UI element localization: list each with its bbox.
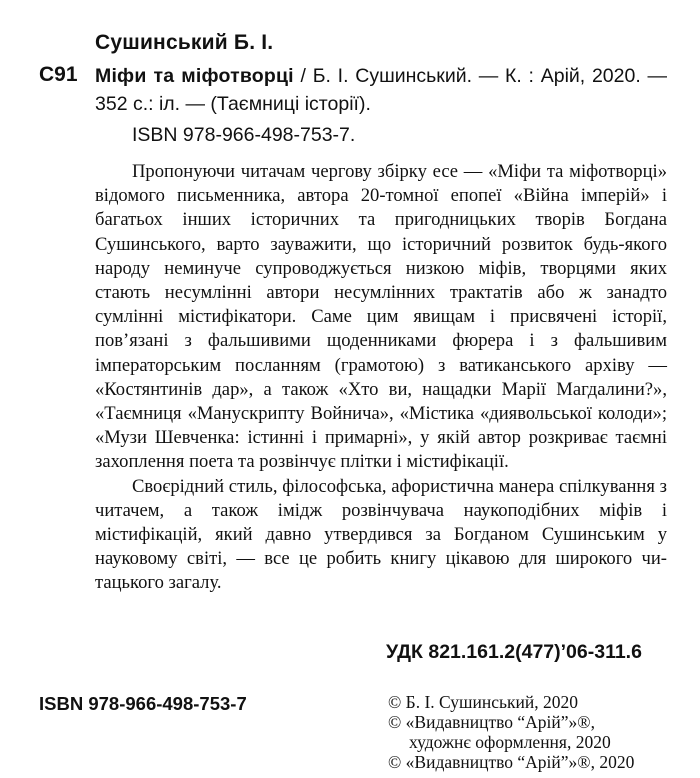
- copyright-block: [388, 692, 688, 772]
- isbn-bottom: ISBN 978-966-498-753-7: [39, 693, 247, 714]
- copyright-line-design: художнє оформлення, 2020: [409, 732, 611, 752]
- copyright-line-publisher-design: © «Видавництво “Арій”»®,: [388, 712, 595, 732]
- library-code: С91: [39, 63, 78, 86]
- copyright-line-publisher: © «Видавництво “Арій”»®, 2020: [388, 752, 635, 772]
- book-title: Міфи та міфотворці: [95, 65, 294, 87]
- copyright-line-author: © Б. І. Сушинський, 2020: [388, 692, 578, 712]
- bibliographic-details: / Б. І. Сушинський. — К. : Арій, 2020. — 352 с.: іл. — (Таємниці історії).: [95, 65, 668, 115]
- udk-code: УДК 821.161.2(477)’06-311.6: [386, 641, 642, 663]
- annotation-paragraph-1: Пропонуючи читачам чергову збірку есе — «Міфи та міфотворці» відомого письменника, автора 20-томної епопеї «Війна імперій» і багатьох інших історичних та пригодницьких творів Богдана Сушинського, варто зауважити, що історичний розвиток будь-якого народу неминуче супроводжується низкою міфів, творцями яких стають несумлінні автори несумлінних трактатів або ж занадто сумлінні містифікатори. Саме цим явищам і присвячені історії, пов’язані з фальшивими щоденниками фюрера і з фальшивим імператорським посланням (грамотою) з ватиканського архіву — «Костянтинів дар», а також «Хто ви, нащадки Марії Магдалини?», «Таємниця «Манускрипту Войнича», «Містика «диявольської колоди»; «Музи Шевченка: істинні і примарні», у якій автор розкриває таємні захоплення поета та розвінчує плітки і містифікації.: [95, 161, 667, 473]
- author-heading: Сушинський Б. І.: [95, 31, 274, 54]
- record-isbn: ISBN 978-966-498-753-7.: [132, 124, 356, 146]
- bibliographic-record: [95, 62, 667, 118]
- annotation-paragraph-2: Своєрідний стиль, філософська, афористична манера спілкування з читачем, а також імідж розвінчувача наукоподібних міфів і містифікацій, який давно утвердився за Богданом Сушинським у науковому світі, — все це робить книгу цікавою для широкого читацького загалу.: [95, 475, 667, 594]
- annotation: [95, 160, 667, 596]
